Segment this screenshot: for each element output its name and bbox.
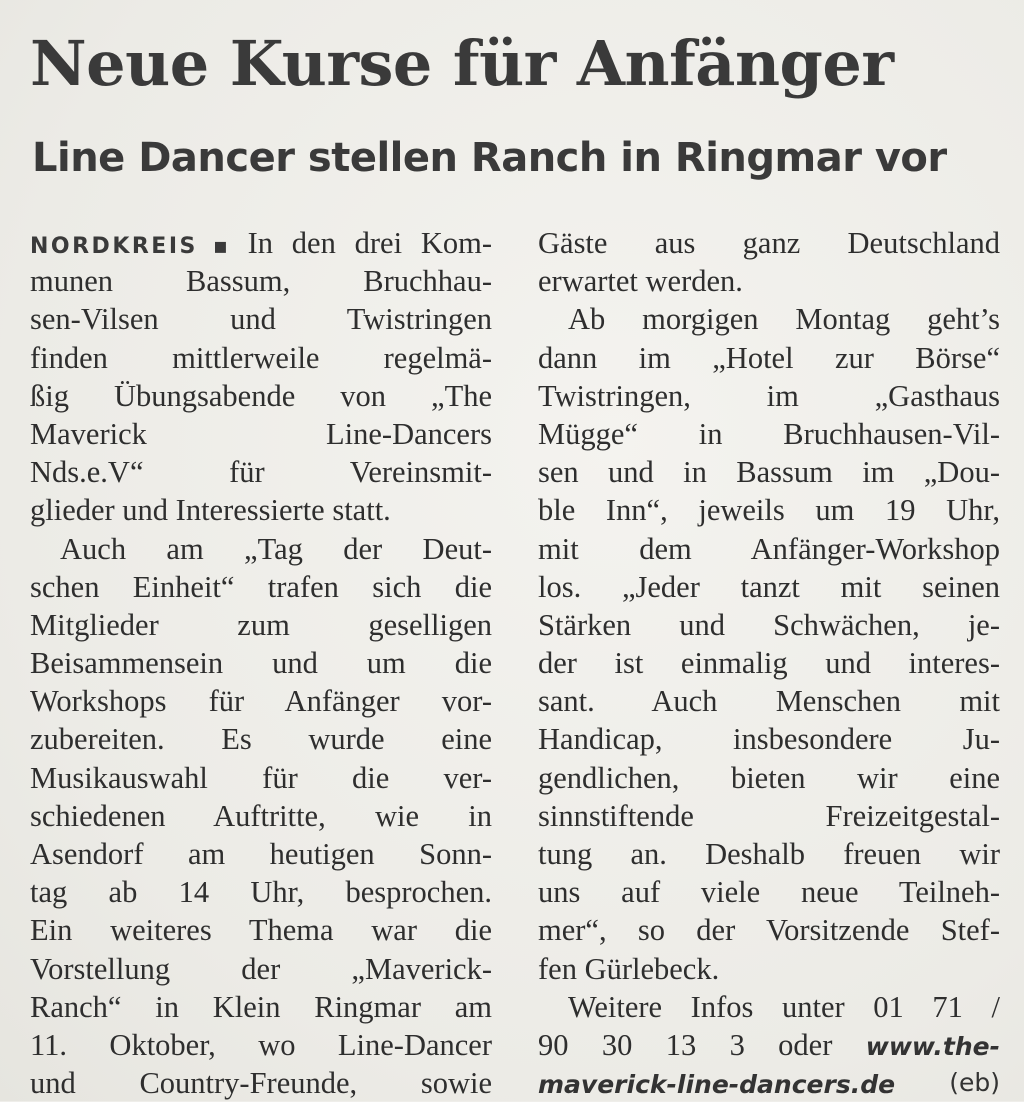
text-line: Weitere Infos unter 01 71 / [568, 989, 1000, 1024]
website-link-continued[interactable]: maverick-line-dancers.de [538, 1070, 896, 1100]
text-line: Mitglieder zum geselligen [30, 607, 492, 642]
text-line: Vorstellung der „Maverick- [30, 951, 492, 986]
text-line: ble Inn“, jeweils um 19 Uhr, [538, 493, 1000, 528]
text-line [30, 224, 492, 262]
text-line: los. „Jeder tanzt mit seinen [538, 569, 1000, 604]
text-line: 11. Oktober, wo Line-Dancer [30, 1027, 492, 1062]
text-line: sen-Vilsen und Twistringen [30, 302, 492, 337]
text-line: Ranch“ in Klein Ringmar am [30, 989, 492, 1024]
text-line: gendlichen, bieten wir eine [538, 760, 1000, 795]
text-line: Ein weiteres Thema war die [30, 913, 492, 948]
text-line: Maverick Line-Dancers [30, 416, 492, 451]
subheadline: Line Dancer stellen Ranch in Ringmar vor [32, 135, 947, 181]
text-line: Handicap, insbesondere Ju- [538, 722, 1000, 757]
text-line: Twistringen, im „Gasthaus [538, 378, 1000, 413]
text-line: uns auf viele neue Teilneh- [538, 875, 1000, 910]
text-line: Ab morgigen Montag geht’s [568, 302, 1000, 337]
text-line: Mügge“ in Bruchhausen-Vil- [538, 416, 1000, 451]
text-line: mit dem Anfänger-Workshop [538, 531, 1000, 566]
dateline-separator-icon: ▪ [201, 234, 242, 259]
text-line: sant. Auch Menschen mit [538, 684, 1000, 719]
text-line: tag ab 14 Uhr, besprochen. [30, 875, 492, 910]
text-line: Workshops für Anfänger vor- [30, 684, 492, 719]
text-line: Nds.e.V“ für Vereinsmit- [30, 455, 492, 490]
text-line: glieder und Interessierte statt. [30, 493, 391, 528]
text-line: tung an. Deshalb freuen wir [538, 837, 1000, 871]
text-line: erwartet werden. [538, 264, 743, 299]
article-column-right [538, 224, 1000, 1102]
text-line: ßig Übungsabende von „The [30, 378, 492, 413]
website-link[interactable]: www.the- [865, 1031, 1000, 1061]
text-line [538, 1064, 1000, 1102]
author-signature: (eb) [949, 1068, 1000, 1098]
text-line: Stärken und Schwächen, je- [538, 607, 1000, 642]
dateline: NORDKREIS [30, 234, 198, 259]
headline: Neue Kurse für Anfänger [30, 27, 894, 100]
text-line: schen Einheit“ trafen sich die [30, 569, 492, 604]
text-line: schiedenen Auftritte, wie in [30, 798, 492, 833]
text-line: In den drei Kom- [247, 226, 492, 260]
text-line: fen Gürlebeck. [538, 951, 720, 986]
text-line: der ist einmalig und interes- [538, 646, 1000, 681]
text-line: Asendorf am heutigen Sonn- [30, 837, 492, 871]
text-line: Beisammensein und um die [30, 646, 492, 681]
text-line: Gäste aus ganz Deutschland [538, 226, 1000, 260]
text-line: und Country-Freunde, sowie [30, 1066, 492, 1101]
text-line: finden mittlerweile regelmä- [30, 340, 492, 375]
text-line: dann im „Hotel zur Börse“ [538, 340, 1000, 375]
article-column-left [30, 224, 492, 1102]
text-line: Musikauswahl für die ver- [30, 760, 492, 795]
text-line [538, 1026, 1000, 1064]
text-line: munen Bassum, Bruchhau- [30, 264, 492, 299]
text-line: sinnstiftende Freizeitgestal- [538, 798, 1000, 833]
text-line: zubereiten. Es wurde eine [30, 722, 492, 757]
text-line: mer“, so der Vorsitzende Stef- [538, 913, 1000, 948]
text-line-part: 90 30 13 3 oder [538, 1027, 833, 1062]
text-line: Auch am „Tag der Deut- [60, 531, 492, 566]
text-line: sen und in Bassum im „Dou- [538, 455, 1000, 490]
